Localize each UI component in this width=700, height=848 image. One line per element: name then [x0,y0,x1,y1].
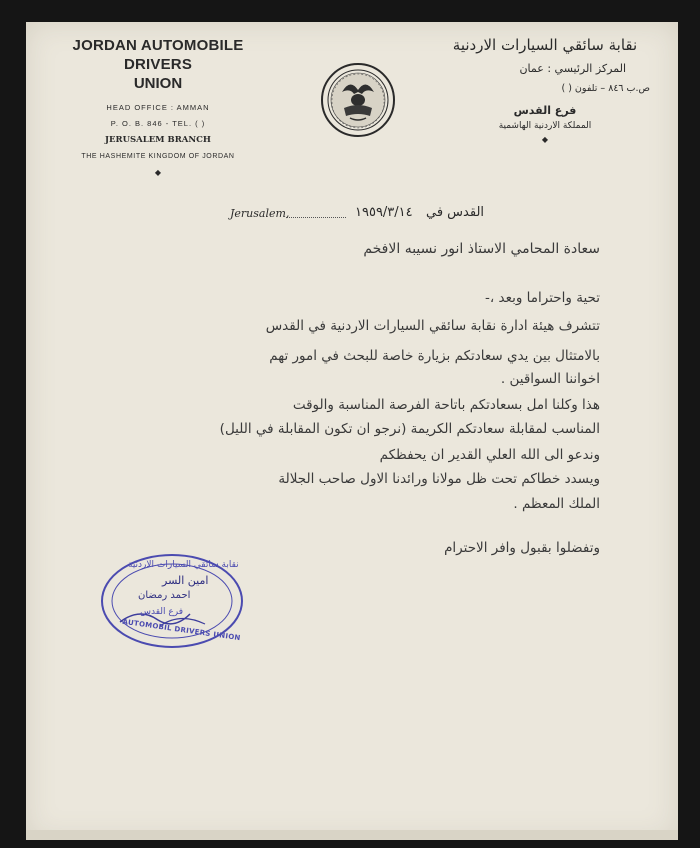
letter-line: ويسدد خطاكم تحت ظل مولانا ورائدنا الاول صاحب الجلالة [278,471,600,487]
union-seal-emblem [320,62,396,138]
stamp-arabic-top: نقابة سائقي السيارات الاردنية [128,560,239,570]
branch-en: JERUSALEM BRANCH [105,135,211,145]
letterhead-arabic [440,34,650,144]
head-office-en: HEAD OFFICE : AMMAN [106,103,210,112]
letter-line: وندعو الى الله العلي القدير ان يحفظكم [379,447,600,463]
closing-line: وتفضلوا بقبول وافر الاحترام [444,540,600,556]
union-stamp [100,552,245,650]
dateline-place-en: Jerusalem, [230,207,290,220]
addressee: سعادة المحامي الاستاذ انور نسيبه الافخم [363,241,600,257]
kingdom-en: THE HASHEMITE KINGDOM OF JORDAN [81,153,235,160]
union-name-en-line2: UNION [133,75,183,92]
head-office-ar: المركز الرئيسي : عمان [519,62,626,75]
branch-ar: فرع القدس [513,104,577,117]
stamp-name: احمد رمضان [138,590,191,601]
letter-line: الملك المعظم . [513,496,600,512]
dateline-place-ar: القدس في [426,205,485,220]
letter-line: بالامتثال بين يدي سعادتكم بزيارة خاصة للبحث في امور تهم [269,348,600,364]
letter-line: تحية واحتراما وبعد ،- [485,290,600,306]
letter-line: تتشرف هيئة ادارة نقابة سائقي السيارات الاردنية في القدس [265,318,600,334]
letter-line: اخواننا السواقين . [500,371,600,387]
dateline-dotted-rule [286,217,346,218]
stamp-english-bottom: AUTOMOBIL DRIVERS UNION [122,617,242,643]
letter-line: المناسب لمقابلة سعادتكم الكريمة (نرجو ان تكون المقابلة في الليل) [219,421,600,437]
pob-tel-en: P. O. B. 846 - TEL. ( ) [110,119,206,128]
stamp-signatory: امين السر [162,574,209,587]
union-name-en-line1: JORDAN AUTOMOBILE DRIVERS [72,37,244,73]
pob-tel-ar: ص.ب ٨٤٦ – تلفون ( ) [561,83,650,94]
dateline-date: ١٩٥٩/٣/١٤ [355,205,413,220]
letterhead-english [58,36,258,177]
letter-line: هذا وكلنا امل بسعادتكم باتاحة الفرصة المناسبة والوقت [292,397,600,413]
kingdom-ar: المملكة الاردنية الهاشمية [498,121,592,131]
ornament-ar: ◆ [541,135,549,144]
union-name-ar: نقابة سائقي السيارات الاردنية [452,36,638,54]
ornament-en: ◆ [154,168,162,177]
dateline [230,205,530,225]
stamp-branch: فرع القدس [140,607,184,617]
